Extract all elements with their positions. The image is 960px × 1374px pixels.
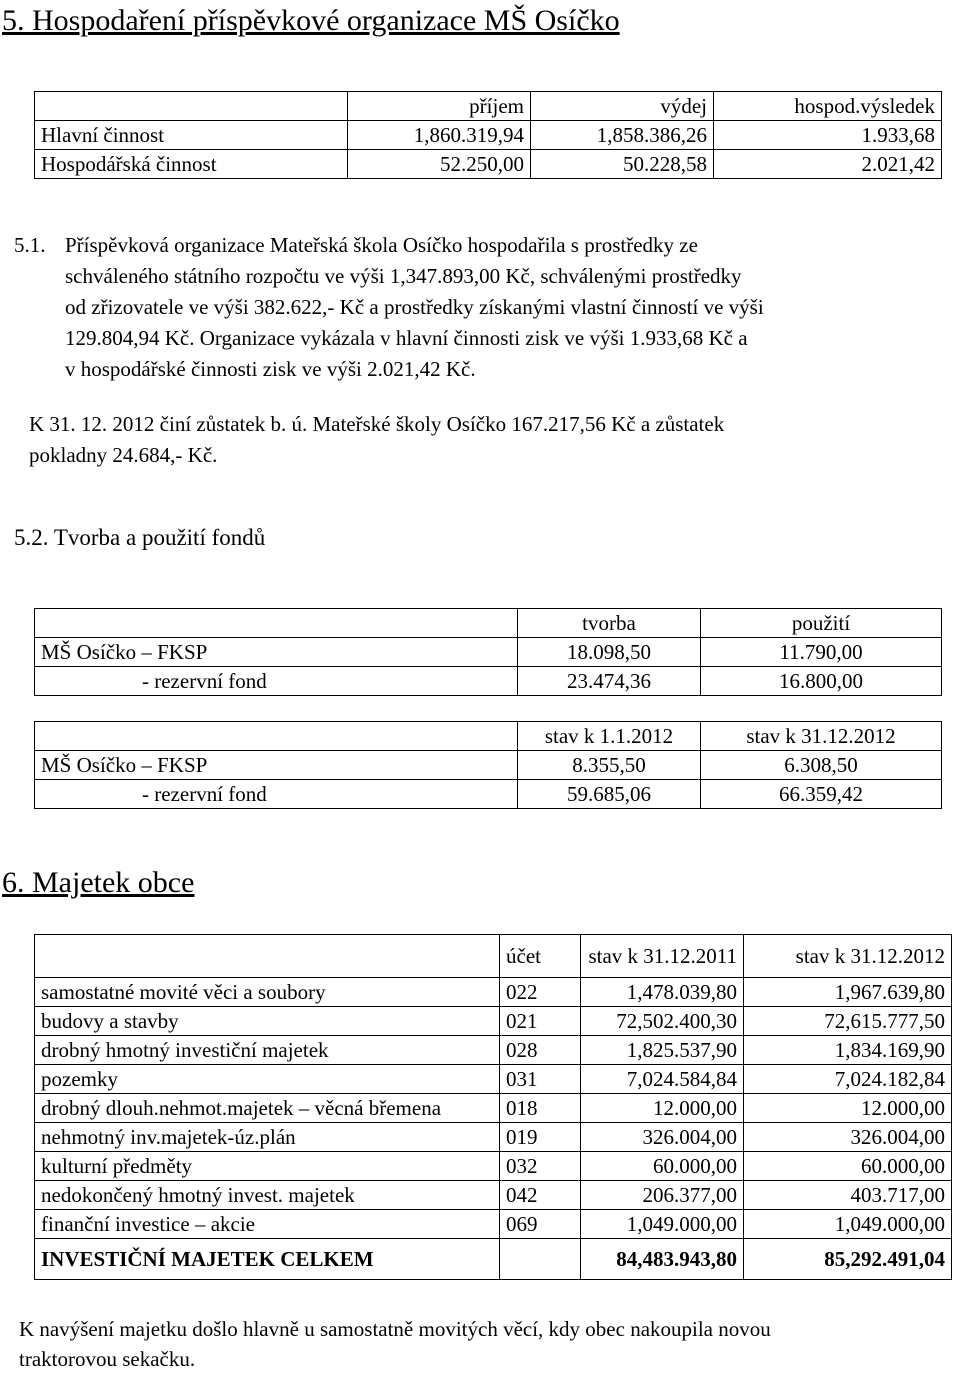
cell-stav-2011: 72,502.400,30 xyxy=(581,1007,744,1036)
paragraph-line: Příspěvková organizace Mateřská škola Osíčko hospodařila s prostředky ze xyxy=(65,233,698,257)
paragraph-line: K navýšení majetku došlo hlavně u samostatně movitých věcí, kdy obec nakoupila novou xyxy=(19,1317,771,1341)
table-row xyxy=(35,121,942,150)
cell-stav-2011: 1,478.039,80 xyxy=(581,978,744,1007)
funds-table-tvorba xyxy=(34,608,942,696)
total-stav-2011: 84,483.943,80 xyxy=(581,1239,744,1280)
header-tvorba: tvorba xyxy=(518,609,701,638)
table-row xyxy=(35,1094,952,1123)
header-empty xyxy=(35,92,348,121)
cell-ucet: 031 xyxy=(500,1065,581,1094)
cell-vydej: 50.228,58 xyxy=(530,150,713,179)
cell-ucet: 021 xyxy=(500,1007,581,1036)
header-stav-start: stav k 1.1.2012 xyxy=(518,722,701,751)
cell-stav-2011: 7,024.584,84 xyxy=(581,1065,744,1094)
header-prijem: příjem xyxy=(348,92,531,121)
table-row xyxy=(35,667,942,696)
table-row xyxy=(35,150,942,179)
funds-table-stav xyxy=(34,721,942,809)
cell-tvorba: 23.474,36 xyxy=(518,667,701,696)
row-label: nehmotný inv.majetek-úz.plán xyxy=(35,1123,500,1152)
table-total-row xyxy=(35,1239,952,1280)
row-label: Hlavní činnost xyxy=(35,121,348,150)
table-row xyxy=(35,1007,952,1036)
row-label: pozemky xyxy=(35,1065,500,1094)
header-stav-2012: stav k 31.12.2012 xyxy=(744,935,952,978)
cell-stav-start: 59.685,06 xyxy=(518,780,701,809)
row-label: nedokončený hmotný invest. majetek xyxy=(35,1181,500,1210)
header-ucet: účet xyxy=(500,935,581,978)
balance-paragraph xyxy=(29,409,949,471)
paragraph-line: traktorovou sekačku. xyxy=(19,1347,196,1371)
cell-stav-2012: 326.004,00 xyxy=(744,1123,952,1152)
table-row xyxy=(35,1181,952,1210)
cell-ucet: 028 xyxy=(500,1036,581,1065)
table-row xyxy=(35,1065,952,1094)
majetek-table xyxy=(34,934,952,1280)
cell-prijem: 1,860.319,94 xyxy=(348,121,531,150)
total-ucet xyxy=(500,1239,581,1280)
row-label: - rezervní fond xyxy=(35,667,518,696)
paragraph-line: schváleného státního rozpočtu ve výši 1,347.893,00 Kč, schválenými prostředky xyxy=(65,264,742,288)
table-row xyxy=(35,1152,952,1181)
paragraph-line: od zřizovatele ve výši 382.622,- Kč a prostředky získanými vlastní činností ve výši xyxy=(65,295,764,319)
cell-ucet: 042 xyxy=(500,1181,581,1210)
table-header-row xyxy=(35,935,952,978)
table-row xyxy=(35,1210,952,1239)
cell-stav-2012: 403.717,00 xyxy=(744,1181,952,1210)
header-stav-2011: stav k 31.12.2011 xyxy=(581,935,744,978)
row-label: MŠ Osíčko – FKSP xyxy=(35,751,518,780)
cell-stav-2012: 12.000,00 xyxy=(744,1094,952,1123)
cell-vysledek: 2.021,42 xyxy=(713,150,941,179)
header-empty xyxy=(35,935,500,978)
row-label: budovy a stavby xyxy=(35,1007,500,1036)
cell-vydej: 1,858.386,26 xyxy=(530,121,713,150)
subsection-5-2-title: 5.2. Tvorba a použití fondů xyxy=(14,525,266,550)
header-stav-end: stav k 31.12.2012 xyxy=(701,722,942,751)
row-label: drobný hmotný investiční majetek xyxy=(35,1036,500,1065)
hospodareni-table xyxy=(34,91,942,179)
row-label: kulturní předměty xyxy=(35,1152,500,1181)
row-label: finanční investice – akcie xyxy=(35,1210,500,1239)
table-row xyxy=(35,780,942,809)
cell-stav-2011: 1,825.537,90 xyxy=(581,1036,744,1065)
section-5-title: 5. Hospodaření příspěvkové organizace MŠ Osíčko xyxy=(2,4,620,37)
row-label: Hospodářská činnost xyxy=(35,150,348,179)
cell-stav-2011: 1,049.000,00 xyxy=(581,1210,744,1239)
table-row xyxy=(35,978,952,1007)
row-label: samostatné movité věci a soubory xyxy=(35,978,500,1007)
cell-tvorba: 18.098,50 xyxy=(518,638,701,667)
total-stav-2012: 85,292.491,04 xyxy=(744,1239,952,1280)
cell-ucet: 018 xyxy=(500,1094,581,1123)
cell-pouziti: 11.790,00 xyxy=(701,638,942,667)
header-vydej: výdej xyxy=(530,92,713,121)
cell-prijem: 52.250,00 xyxy=(348,150,531,179)
header-vysledek: hospod.výsledek xyxy=(713,92,941,121)
paragraph-line: K 31. 12. 2012 činí zůstatek b. ú. Mateřské školy Osíčko 167.217,56 Kč a zůstatek xyxy=(29,412,725,436)
cell-vysledek: 1.933,68 xyxy=(713,121,941,150)
cell-stav-end: 66.359,42 xyxy=(701,780,942,809)
table-row xyxy=(35,751,942,780)
row-label: MŠ Osíčko – FKSP xyxy=(35,638,518,667)
cell-ucet: 022 xyxy=(500,978,581,1007)
closing-note xyxy=(19,1314,949,1374)
paragraph-line: 129.804,94 Kč. Organizace vykázala v hlavní činnosti zisk ve výši 1.933,68 Kč a xyxy=(65,326,748,350)
cell-stav-start: 8.355,50 xyxy=(518,751,701,780)
paragraph-5-1 xyxy=(14,230,944,385)
cell-ucet: 069 xyxy=(500,1210,581,1239)
paragraph-line: v hospodářské činnosti zisk ve výši 2.021,42 Kč. xyxy=(65,357,476,381)
table-header-row xyxy=(35,722,942,751)
row-label: drobný dlouh.nehmot.majetek – věcná břemena xyxy=(35,1094,500,1123)
table-row xyxy=(35,638,942,667)
cell-pouziti: 16.800,00 xyxy=(701,667,942,696)
table-header-row xyxy=(35,609,942,638)
cell-stav-2012: 72,615.777,50 xyxy=(744,1007,952,1036)
paragraph-number: 5.1. xyxy=(14,233,46,257)
cell-stav-2012: 7,024.182,84 xyxy=(744,1065,952,1094)
cell-stav-2012: 1,967.639,80 xyxy=(744,978,952,1007)
header-empty xyxy=(35,722,518,751)
total-label: INVESTIČNÍ MAJETEK CELKEM xyxy=(35,1239,500,1280)
cell-stav-end: 6.308,50 xyxy=(701,751,942,780)
cell-stav-2012: 60.000,00 xyxy=(744,1152,952,1181)
table-header-row xyxy=(35,92,942,121)
cell-stav-2012: 1,049.000,00 xyxy=(744,1210,952,1239)
cell-ucet: 032 xyxy=(500,1152,581,1181)
cell-stav-2011: 12.000,00 xyxy=(581,1094,744,1123)
header-empty xyxy=(35,609,518,638)
table-row xyxy=(35,1123,952,1152)
section-6-title: 6. Majetek obce xyxy=(2,866,195,899)
cell-stav-2011: 206.377,00 xyxy=(581,1181,744,1210)
cell-ucet: 019 xyxy=(500,1123,581,1152)
cell-stav-2012: 1,834.169,90 xyxy=(744,1036,952,1065)
table-row xyxy=(35,1036,952,1065)
cell-stav-2011: 326.004,00 xyxy=(581,1123,744,1152)
paragraph-line: pokladny 24.684,- Kč. xyxy=(29,443,218,467)
row-label: - rezervní fond xyxy=(35,780,518,809)
cell-stav-2011: 60.000,00 xyxy=(581,1152,744,1181)
header-pouziti: použití xyxy=(701,609,942,638)
